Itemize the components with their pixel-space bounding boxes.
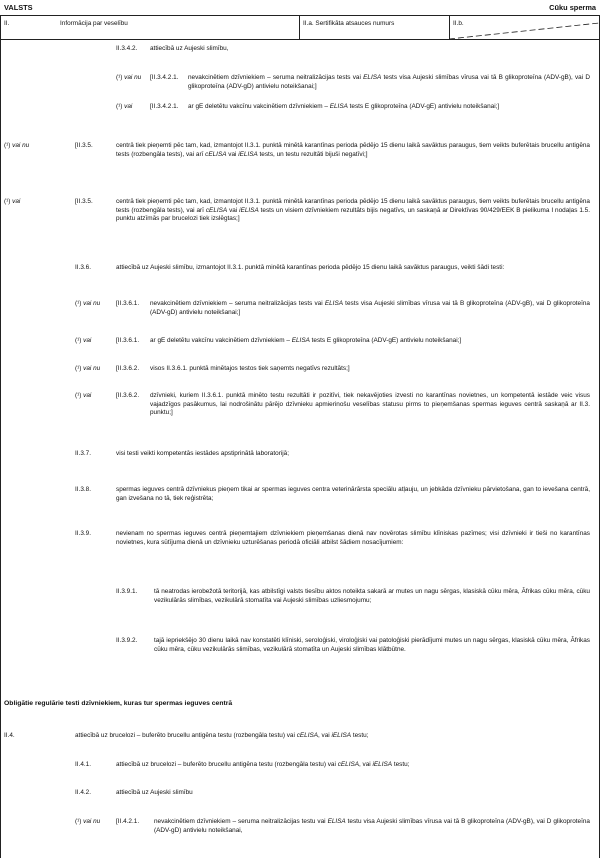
row-mark: (¹) vai	[4, 198, 21, 205]
row-mark: (¹) vai nu	[75, 365, 101, 372]
row-mark: (¹) vai nu	[4, 142, 30, 149]
row-code: [II.4.2.1.	[116, 818, 140, 825]
row-text: tajā iepriekšējo 30 dienu laikā nav konstatēti klīniski, seroloģiski, viroloģiski vai patoloģiski pierādījumi mutes un nagu sērgas, klasiskā cūku mēra, Āfrikas cūku mēra, cūku vezikulārās slimības, vezikulārā stomatīta un Aujeski slimības klātbūtne.	[154, 637, 590, 653]
row-text: nevakcinētiem dzīvniekiem – seruma neitralizācijas tests vai ELISA tests visa Aujeski slimības vīrusa vai tā B glikoproteīna (ADV-gB), vai D glikoproteīna (ADV-gD) antivielu noteikšanai;]	[150, 300, 590, 316]
row-code: II.3.6.	[75, 264, 91, 271]
country-label: VALSTS	[4, 3, 33, 12]
row-code: [II.3.6.2.	[116, 392, 140, 399]
row-code: II.3.9.	[75, 530, 91, 537]
row-text: visos II.3.6.1. punktā minētajos testos tiek saņemts negatīvs rezultāts;]	[150, 365, 350, 372]
row-code: II.3.4.2.	[116, 45, 138, 52]
row-text: nevakcinētiem dzīvniekiem – seruma neitralizācijas tests vai ELISA tests visa Aujeski slimības vīrusa vai tā B glikoproteīna (ADV-gB), vai D glikoproteīna (ADV-gD) antivielu noteikšanai;]	[188, 74, 590, 90]
row-text: centrā tiek pieņemti pēc tam, kad, izmantojot II.3.1. punktā minētā karantīnas perioda pēdējo 15 dienu laikā savāktus paraugus, tiem veikts buferētais brucellu antigēna tests (rozbengāla tests), vai arī cELISA vai iELISA tests, un testu rezultāti bijuši negatīvi;]	[116, 142, 590, 158]
row-code: II.4.1.	[75, 761, 91, 768]
row-text: spermas ieguves centrā dzīvniekus pieņem tikai ar spermas ieguves centra veterinārārsta speciālu atļauju, un jebkāda dzīvnieku pārvietošana, gan to ievešana centrā, gan izvešana no tā, tiek reģistrēta;	[116, 486, 590, 502]
section-title: Informācija par veselību	[60, 20, 128, 27]
row-code: II.3.9.2.	[116, 637, 138, 644]
row-text: attiecībā uz Aujeski slimību,	[150, 45, 229, 52]
row-text: attiecībā uz Aujeski slimību	[116, 789, 193, 796]
row-text: attiecībā uz Aujeski slimību, izmantojot II.3.1. punktā minētā karantīnas perioda pēdējo 15 dienu laikā savāktus paraugus, veikti šādi testi:	[116, 264, 505, 271]
row-code: II.3.9.1.	[116, 588, 138, 595]
row-code: [II.3.6.1.	[116, 300, 140, 307]
row-code: [II.3.4.2.1.	[150, 74, 179, 81]
section-heading: Obligātie regulārie testi dzīvniekiem, kuras tur spermas ieguves centrā	[4, 700, 233, 707]
row-mark: (¹) vai nu	[75, 818, 101, 825]
row-code: [II.3.6.1.	[116, 337, 140, 344]
row-text: ar gE deletētu vakcīnu vakcinētiem dzīvniekiem – ELISA tests E glikoproteīna (ADV-gE) antivielu noteikšanai;]	[150, 337, 462, 344]
row-text: dzīvnieki, kuriem II.3.6.1. punktā minēto testu rezultāti ir pozitīvi, tiek nekavējoties izvesti no karantīnas novietnes, un kompetentā iestāde veic visus vajadzīgos pasākumus, lai nodrošinātu pārējo dzīvnieku apmierinošu veselības statusu pirms to pieņemšanas spermas ieguves centrā saskaņā ar II.3. punktu;]	[150, 392, 590, 417]
row-text: visi testi veikti kompetentās iestādes apstiprinātā laboratorijā;	[116, 450, 289, 457]
row-text: tā neatrodas ierobežotā teritorijā, kas atbilstīgi valsts tiesību aktos noteikta sakarā ar mutes un nagu sērgas, klasiskā cūku mēra, Āfrikas cūku mēra, cūku vezikulārās slimības, vezikulārā stomatīta vai Aujeski slimības uzliesmojumu;	[154, 588, 590, 604]
section-number: II.	[4, 20, 10, 27]
row-text: nevienam no spermas ieguves centrā pieņemtajiem dzīvniekiem pieņemšanas dienā nav novērotas slimību klīniskas pazīmes; visi dzīvnieki ir tieši no karantīnas novietnes, kura sūtījuma dienā un dzīvnieku uzturēšanas periodā oficiāli atbilst šādiem nosacījumiem:	[116, 530, 590, 546]
row-code: [II.3.4.2.1.	[150, 103, 179, 110]
row-mark: (¹) vai nu	[116, 74, 142, 81]
struck-out-cell	[449, 15, 599, 39]
frame-left	[0, 39, 1, 858]
species-label: Cūku sperma	[549, 3, 596, 12]
row-code: [II.3.5.	[75, 142, 93, 149]
part-b-label: II.b.	[453, 20, 464, 27]
row-code: II.3.7.	[75, 450, 91, 457]
row-code: II.4.2.	[75, 789, 91, 796]
row-mark: (¹) vai	[116, 103, 133, 110]
row-text: ar gE deletētu vakcīnu vakcinētiem dzīvniekiem – ELISA tests E glikoproteīna (ADV-gE) antivielu noteikšanai;]	[188, 103, 500, 110]
row-text: attiecībā uz brucelozi – buferēto brucellu antigēna testu (rozbengāla testu) vai cELISA, vai iELISA testu;	[75, 732, 369, 739]
row-text: nevakcinētiem dzīvniekiem – seruma neitralizācijas testu vai ELISA testu visa Aujeski slimības vīrusa vai tā B glikoproteīna (ADV-gB), vai D glikoproteīna (ADV-gD) antivielu noteikšanai,	[154, 818, 590, 834]
row-code: II.4.	[4, 732, 15, 739]
row-text: attiecībā uz brucelozi – buferēto brucellu antigēna testu (rozbengāla testu) vai cELISA, vai iELISA testu;	[116, 761, 410, 768]
cert-ref-label: II.a. Sertifikāta atsauces numurs	[303, 20, 395, 27]
row-code: [II.3.5.	[75, 198, 93, 205]
row-mark: (¹) vai	[75, 392, 92, 399]
row-text: centrā tiek pieņemti pēc tam, kad, izmantojot II.3.1. punktā minētā karantīnas perioda pēdējo 15 dienu laikā savāktus paraugus, tiem veikts buferētais brucellu antigēna tests (rozbengāla tests), vai arī cELISA vai iELISA tests un visiem dzīvniekiem rezultāts bijis negatīvs, un saskaņā ar Direktīvas 90/429/EEK B pielikuma I nodaļas 1.5. punktu atzīmās par brucelozi tiek izslēgtas;]	[116, 198, 590, 223]
row-code: II.3.8.	[75, 486, 91, 493]
row-code: [II.3.6.2.	[116, 365, 140, 372]
row-mark: (¹) vai nu	[75, 300, 101, 307]
row-mark: (¹) vai	[75, 337, 92, 344]
